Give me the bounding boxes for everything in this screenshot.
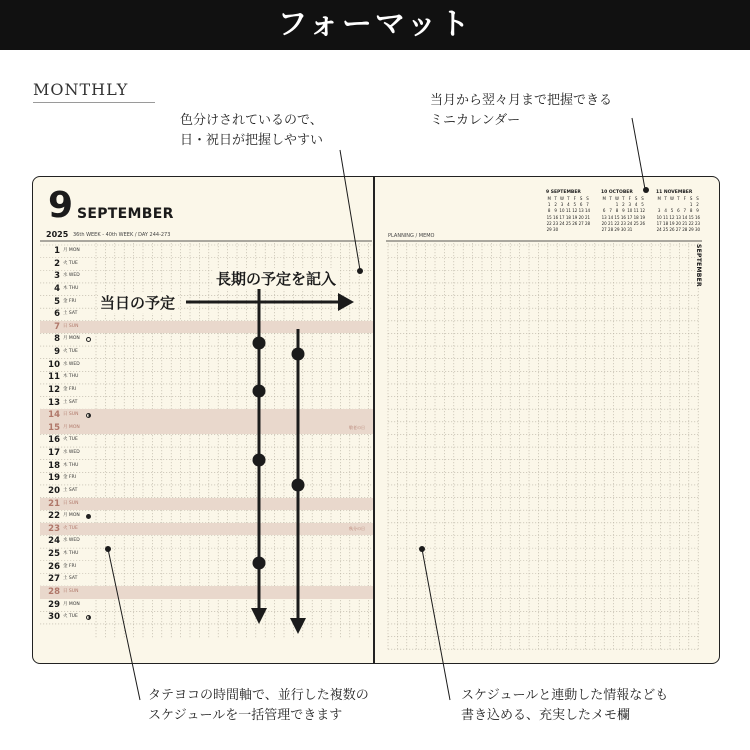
weekday-header: T: [664, 196, 667, 201]
day-row: [40, 460, 375, 473]
day-number: 8: [54, 334, 60, 345]
day-name: 月 MON: [63, 336, 80, 342]
mini-calendar-day: 2: [622, 202, 625, 208]
day-name: 月 MON: [63, 601, 80, 607]
day-name: 月 MON: [63, 424, 80, 430]
callout-line: ミニカレンダー: [430, 113, 521, 128]
day-row: [40, 296, 375, 309]
mini-calendar-grid: [601, 196, 649, 233]
header-bar: [0, 0, 750, 50]
mini-calendar-day: 11: [633, 208, 639, 214]
callout-line: 色分けされているので、: [180, 113, 323, 128]
day-row: [40, 498, 375, 511]
day-number: 13: [48, 397, 60, 408]
day-name: 火 TUE: [63, 437, 78, 443]
mini-calendar-day: [639, 227, 645, 233]
day-number: 16: [48, 435, 60, 446]
mini-calendar-day: 9: [622, 208, 625, 214]
day-number: 23: [48, 523, 60, 534]
mini-calendar-day: 5: [641, 202, 644, 208]
day-row: [40, 422, 375, 435]
moon-phase-icon: [86, 337, 91, 342]
mini-calendar-day: 14: [608, 214, 614, 220]
mini-calendar-day: 25: [663, 227, 669, 233]
mini-calendar-day: 26: [639, 220, 646, 226]
mini-calendar: [601, 190, 649, 233]
day-number: 21: [48, 498, 60, 509]
day-row: [40, 434, 375, 447]
mini-calendar-day: 11: [565, 208, 571, 214]
mini-calendar-day: 29: [688, 227, 694, 233]
day-row: [40, 359, 375, 372]
mini-calendar-day: 6: [602, 208, 606, 214]
day-row: [40, 321, 375, 334]
mini-calendar-day: 8: [615, 208, 619, 214]
day-number: 29: [48, 599, 60, 610]
day-number: 25: [48, 549, 60, 560]
mini-calendar-day: 1: [615, 202, 619, 208]
month-number: 9: [48, 185, 74, 226]
day-name: 火 TUE: [63, 349, 78, 355]
day-row: [40, 561, 375, 574]
mini-calendar-day: 7: [609, 208, 612, 214]
mini-calendar-day: 14: [682, 214, 688, 220]
callout-line: 当月から翌々月まで把握できる: [430, 93, 613, 108]
mini-calendar-day: 28: [682, 227, 688, 233]
mini-calendar-day: 25: [633, 220, 639, 226]
mini-calendar-day: 23: [620, 220, 626, 226]
day-name: 木 THU: [63, 285, 79, 291]
mini-calendar-day: 27: [675, 227, 681, 233]
mini-calendar-day: 13: [601, 214, 607, 220]
day-row: [40, 485, 375, 498]
day-name: 火 TUE: [63, 260, 78, 266]
day-number: 14: [48, 410, 60, 421]
callout-line: 書き込める、充実したメモ欄: [461, 708, 631, 723]
day-number: 3: [54, 271, 60, 282]
day-number: 5: [54, 296, 60, 307]
day-row: [40, 371, 375, 384]
day-number: 12: [48, 384, 60, 395]
mini-calendar-day: 28: [608, 227, 614, 233]
weekday-header: T: [567, 196, 570, 201]
mini-calendar-title: 10 OCTOBER: [601, 190, 633, 195]
mini-calendar-day: 10: [559, 208, 565, 214]
mini-calendar-day: 19: [572, 214, 578, 220]
day-number: 7: [54, 321, 60, 332]
mini-calendar-day: 25: [565, 220, 571, 226]
mini-calendar-day: 22: [614, 220, 620, 226]
mini-calendar-day: 10: [656, 214, 662, 220]
day-number: 6: [54, 309, 60, 320]
mini-calendar-day: 3: [560, 202, 564, 208]
mini-calendar-day: 2: [696, 202, 699, 208]
weekday-header: T: [554, 196, 557, 201]
day-name: 金 FRI: [63, 563, 76, 569]
day-number: 27: [48, 574, 60, 585]
day-row: [40, 397, 375, 410]
day-number: 15: [48, 422, 60, 433]
callout-color-coded: [180, 111, 323, 151]
weekday-header: S: [641, 196, 644, 201]
day-number: 26: [48, 561, 60, 572]
day-name: 日 SUN: [63, 500, 79, 506]
mini-calendar-title: 9 SEPTEMBER: [546, 190, 581, 195]
mini-calendar-day: 7: [683, 208, 687, 214]
mini-calendar-day: 22: [546, 220, 552, 226]
day-name: 水 WED: [63, 361, 80, 367]
day-row: [40, 611, 375, 624]
day-row: [40, 573, 375, 586]
callout-memo: [461, 686, 668, 726]
mini-calendar-day: 16: [553, 214, 559, 220]
day-number: 28: [48, 587, 60, 597]
mini-calendar-day: 24: [559, 220, 565, 226]
day-number: 18: [48, 460, 60, 471]
day-row: [40, 535, 375, 548]
mini-calendar-day: 6: [579, 202, 583, 208]
day-name: 水 WED: [63, 273, 80, 279]
callout-line: タテヨコの時間軸で、並行した複数の: [148, 688, 369, 703]
mini-calendar-day: 4: [567, 202, 570, 208]
mini-calendar-day: 19: [669, 220, 675, 226]
mini-calendar-day: 28: [584, 220, 591, 226]
day-name: 日 SUN: [63, 323, 79, 329]
day-number: 19: [48, 473, 60, 484]
weekday-header: S: [634, 196, 638, 201]
day-name: 木 THU: [63, 374, 79, 380]
day-number: 11: [48, 372, 60, 383]
callout-mini-calendar: [430, 91, 612, 131]
year-label: 2025: [46, 230, 69, 239]
mini-calendar-day: 10: [627, 208, 633, 214]
day-row: [40, 548, 375, 561]
weekday-header: M: [657, 196, 661, 201]
weekday-header: M: [602, 196, 606, 201]
mini-calendar-day: 20: [601, 220, 607, 226]
mini-calendar-day: 27: [578, 220, 584, 226]
mini-calendar-day: 21: [584, 214, 591, 220]
mini-calendar-day: 1: [547, 202, 551, 208]
day-number: 10: [48, 359, 60, 370]
mini-calendar-day: 3: [628, 202, 632, 208]
same-day-label: 当日の予定: [100, 294, 176, 312]
mini-calendar-title: 11 NOVEMBER: [656, 190, 693, 195]
day-number: 9: [54, 347, 60, 358]
mini-calendar-day: 29: [546, 227, 552, 233]
mini-calendar-day: 21: [608, 220, 614, 226]
day-number: 20: [48, 485, 60, 496]
mini-calendar-day: 13: [675, 214, 681, 220]
section-divider: [33, 102, 155, 103]
holiday-note: 秋分の日: [349, 525, 365, 531]
weekday-header: T: [677, 196, 680, 201]
mini-calendar-day: 18: [663, 220, 669, 226]
mini-calendar-day: 30: [620, 227, 626, 233]
day-row: [40, 523, 375, 536]
day-name: 金 FRI: [63, 386, 76, 392]
day-name: 月 MON: [63, 248, 80, 253]
holiday-note: 敬老の日: [349, 424, 365, 430]
mini-calendar-day: 17: [656, 220, 662, 226]
mini-calendar-day: 6: [677, 208, 680, 214]
mini-calendar-day: 26: [572, 220, 578, 226]
planner-spine: [373, 176, 375, 664]
mini-calendar-day: 7: [586, 202, 589, 208]
mini-calendar-day: 12: [572, 208, 578, 214]
mini-calendar-day: 22: [688, 220, 694, 226]
day-row: [40, 586, 375, 599]
day-name: 木 THU: [63, 551, 79, 557]
mini-calendar: [656, 190, 704, 233]
mini-calendar-day: 17: [559, 214, 565, 220]
day-name: 日 SUN: [63, 412, 79, 418]
mini-calendar-day: 13: [578, 208, 584, 214]
callout-line: 日・祝日が把握しやすい: [180, 133, 324, 148]
mini-calendar-day: 12: [669, 214, 675, 220]
mini-calendar-day: 29: [614, 227, 620, 233]
weekday-header: S: [696, 196, 699, 201]
mini-calendar-day: 27: [601, 227, 607, 233]
mini-calendar-day: 3: [657, 208, 661, 214]
day-row: [40, 245, 375, 258]
day-name: 金 FRI: [63, 475, 76, 481]
mini-calendar-day: 18: [565, 214, 571, 220]
day-name: 月 MON: [63, 513, 80, 519]
mini-calendar-day: 4: [634, 202, 638, 208]
mini-calendar-grid: [656, 196, 704, 233]
day-name: 火 TUE: [63, 525, 78, 531]
mini-calendar-day: 2: [554, 202, 557, 208]
day-name: 金 FRI: [63, 298, 76, 304]
day-number: 2: [54, 258, 60, 269]
day-name: 土 SAT: [63, 576, 78, 582]
weekday-header: T: [622, 196, 625, 201]
mini-calendar-day: 5: [670, 208, 674, 214]
weekday-header: W: [559, 196, 564, 201]
mini-calendar-day: 30: [694, 227, 701, 233]
mini-calendar-day: [584, 227, 590, 233]
day-row: [40, 384, 375, 397]
day-row: [40, 333, 375, 346]
weekday-header: T: [609, 196, 612, 201]
planning-memo-label: PLANNING / MEMO: [388, 233, 435, 239]
mini-calendar-day: 16: [694, 214, 701, 220]
mini-calendar-day: 9: [696, 208, 699, 214]
mini-calendar-day: 24: [627, 220, 633, 226]
side-month-tab: SEPTEMBER: [695, 244, 702, 287]
mini-calendar: [546, 190, 594, 233]
mini-calendar-day: 31: [627, 227, 633, 233]
day-row: [40, 510, 375, 523]
mini-calendar-day: 24: [656, 227, 662, 233]
mini-calendar-day: 16: [620, 214, 626, 220]
mini-calendar-day: 20: [578, 214, 584, 220]
day-name: 木 THU: [63, 462, 79, 468]
callout-timeline: [148, 686, 369, 726]
day-number: 30: [48, 612, 60, 623]
weekday-header: S: [579, 196, 583, 201]
page-title: フォーマット: [277, 7, 473, 42]
mini-calendar-day: 30: [553, 227, 559, 233]
day-row: [40, 472, 375, 485]
day-number: 22: [48, 511, 60, 522]
day-name: 土 SAT: [63, 487, 78, 493]
day-name: 土 SAT: [63, 311, 78, 317]
moon-phase-icon: [86, 514, 91, 519]
day-row: [40, 447, 375, 460]
day-number: 24: [48, 536, 60, 547]
weekday-header: W: [669, 196, 674, 201]
weekday-header: F: [683, 196, 686, 201]
mini-calendar-day: 23: [553, 220, 559, 226]
mini-calendar-day: 26: [669, 227, 675, 233]
weekday-header: F: [573, 196, 576, 201]
day-row: [40, 409, 375, 422]
moon-phase-icon: [86, 615, 91, 620]
mini-calendar-day: 15: [614, 214, 620, 220]
mini-calendar-day: 15: [546, 214, 552, 220]
callout-line: スケジュールと連動した情報なども: [461, 688, 669, 703]
mini-calendar-day: 1: [689, 202, 693, 208]
moon-phase-icon: [86, 413, 91, 418]
day-name: 土 SAT: [63, 399, 78, 405]
weekday-header: S: [689, 196, 693, 201]
mini-calendar-day: 19: [639, 214, 646, 220]
mini-calendar-day: 4: [664, 208, 667, 214]
month-name: SEPTEMBER: [77, 206, 174, 222]
mini-calendar-day: 5: [573, 202, 577, 208]
mini-calendar-day: 8: [547, 208, 551, 214]
day-name: 日 SUN: [63, 589, 79, 594]
mini-calendar-grid: [546, 196, 594, 233]
mini-calendar-day: 18: [633, 214, 639, 220]
mini-calendar-day: 9: [554, 208, 557, 214]
mini-calendar-day: 21: [682, 220, 688, 226]
mini-calendar-day: 14: [584, 208, 591, 214]
week-info: 36th WEEK - 40th WEEK / DAY 244-273: [73, 232, 171, 238]
day-name: 水 WED: [63, 450, 80, 456]
mini-calendar-day: 20: [675, 220, 681, 226]
mini-calendar-day: 12: [639, 208, 646, 214]
day-row: [40, 599, 375, 612]
mini-calendar-day: 17: [627, 214, 633, 220]
callout-line: スケジュールを一括管理できます: [148, 708, 343, 723]
mini-calendar-day: 8: [689, 208, 693, 214]
day-row: [40, 308, 375, 321]
mini-calendar-day: 15: [688, 214, 694, 220]
weekday-header: F: [628, 196, 631, 201]
day-number: 4: [54, 283, 60, 294]
weekday-header: M: [547, 196, 551, 201]
day-name: 火 TUE: [63, 614, 78, 620]
long-term-label: 長期の予定を記入: [216, 270, 337, 288]
weekday-header: W: [614, 196, 619, 201]
mini-calendar-day: 23: [694, 220, 701, 226]
mini-calendar-day: 11: [663, 214, 669, 220]
weekday-header: S: [586, 196, 589, 201]
day-number: 17: [48, 448, 60, 459]
day-name: 水 WED: [63, 538, 80, 544]
section-label: MONTHLY: [33, 80, 129, 99]
day-row: [40, 346, 375, 359]
day-number: 1: [54, 246, 60, 256]
